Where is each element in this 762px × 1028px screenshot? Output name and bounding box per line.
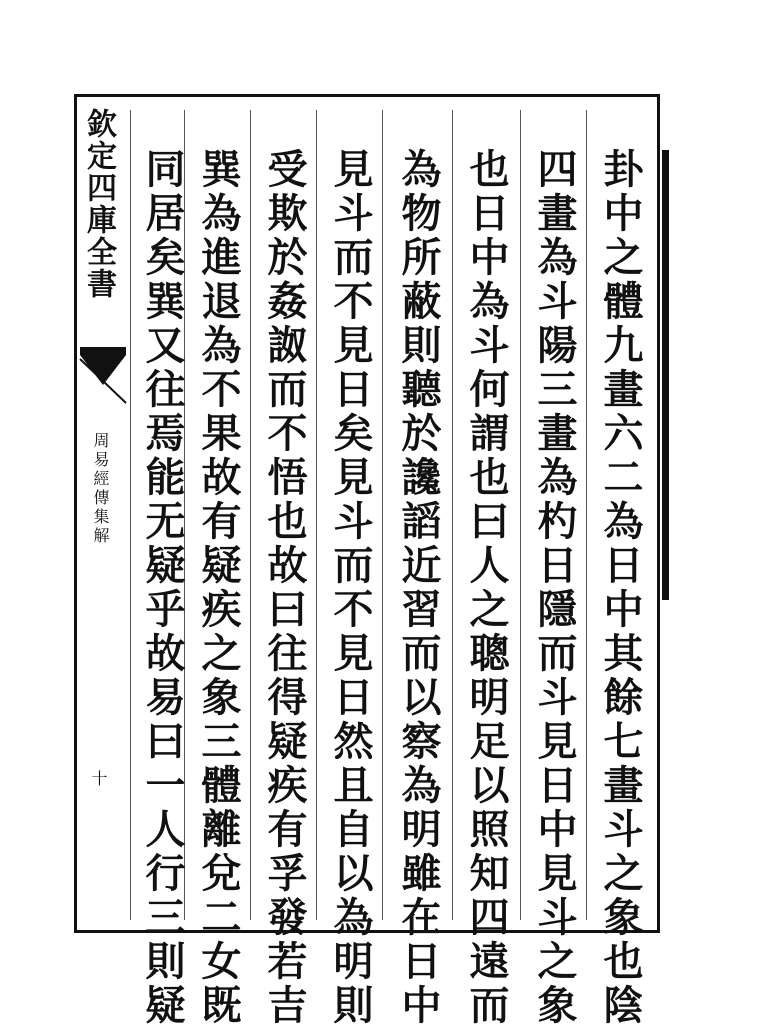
column-rule <box>520 110 521 920</box>
column-rule <box>316 110 317 920</box>
text-column-1: 卦中之體九畫六二為日中其餘七畫斗之象也陰 <box>597 148 644 1028</box>
text-column-8: 同居矣巽又往焉能无疑乎故易曰一人行三則疑 <box>139 148 186 1028</box>
column-rule <box>382 110 383 920</box>
text-column-2: 四畫為斗陽三畫為杓日隱而斗見日中見斗之象 <box>531 148 578 1028</box>
frame-left-border <box>74 94 77 933</box>
text-column-3: 也日中為斗何謂也曰人之聰明足以照知四遠而 <box>463 148 510 1028</box>
right-margin-bar <box>662 150 669 600</box>
banxin-title: 欽定四庫全書 <box>81 108 116 300</box>
banxin-page-number: 十 <box>89 770 108 786</box>
frame-top-border <box>74 94 660 97</box>
fishtail-mark <box>78 345 128 405</box>
column-rule <box>586 110 587 920</box>
text-column-4: 為物所蔽則聽於讒謟近習而以察為明雖在日中 <box>395 148 442 1028</box>
banxin-book-title: 周易經傳集解 <box>91 432 110 546</box>
text-column-5: 見斗而不見日矣見斗而不見日然且自以為明則 <box>327 148 374 1028</box>
column-rule <box>452 110 453 920</box>
frame-right-border <box>657 94 660 933</box>
text-column-7: 巽為進退為不果故有疑疾之象三體離兌二女既 <box>195 148 242 1028</box>
column-rule <box>250 110 251 920</box>
text-column-6: 受欺於姦詉而不悟也故曰往得疑疾有孚發若吉 <box>261 148 308 1028</box>
column-rule <box>130 110 131 920</box>
